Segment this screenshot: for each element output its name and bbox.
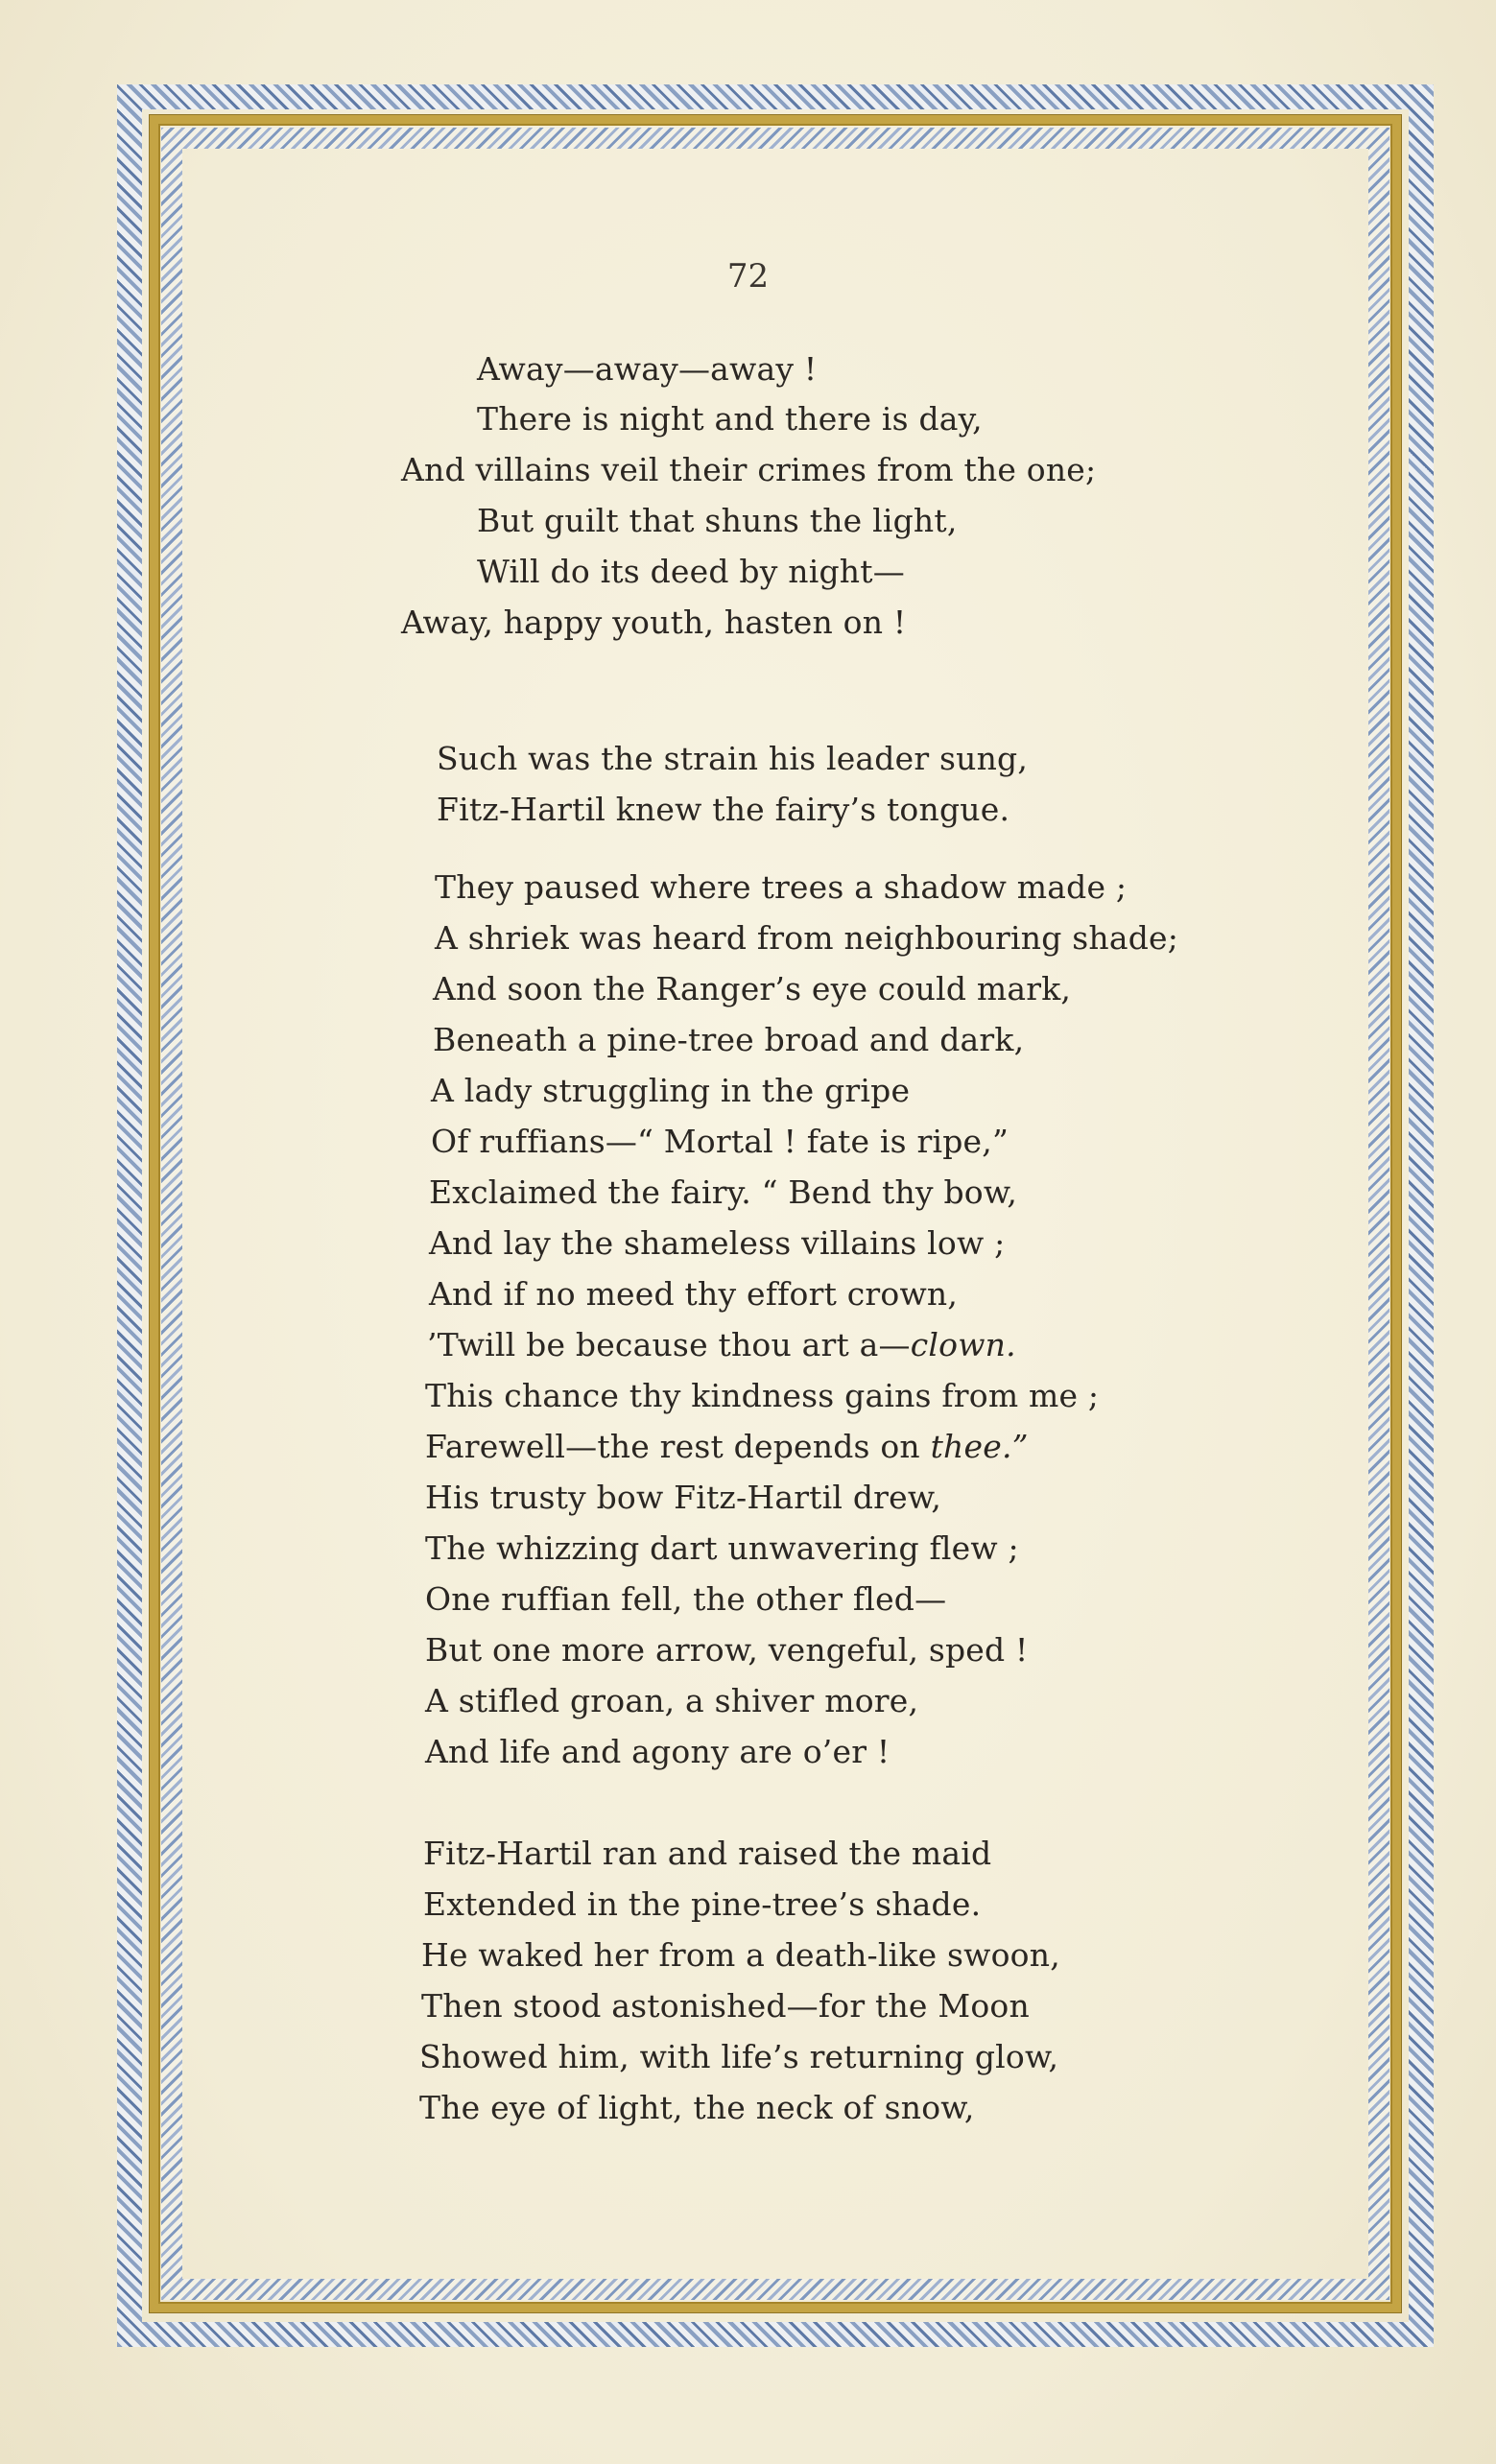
verse-line: And lay the shameless villains low ; <box>429 1224 1006 1262</box>
verse-line: Such was the strain his leader sung, <box>437 740 1029 777</box>
verse-line: Farewell—the rest depends on thee.” <box>425 1428 1029 1465</box>
verse-line: His trusty bow Fitz-Hartil drew, <box>425 1479 942 1516</box>
verse-line: A shriek was heard from neighbouring shade; <box>435 919 1179 957</box>
verse-line: The whizzing dart unwavering flew ; <box>425 1529 1019 1567</box>
verse-line: Will do its deed by night— <box>477 553 905 590</box>
verse-line: But one more arrow, vengeful, sped ! <box>425 1631 1029 1669</box>
verse-line: Showed him, with life’s returning glow, <box>419 2038 1059 2075</box>
verse-line: He waked her from a death-like swoon, <box>421 1936 1060 1974</box>
verse-line: But guilt that shuns the light, <box>477 502 958 539</box>
verse-line: Fitz-Hartil knew the fairy’s tongue. <box>437 791 1010 828</box>
verse-line: ’Twill be because thou art a—clown. <box>427 1326 1016 1363</box>
verse-line: Of ruffians—“ Mortal ! fate is ripe,” <box>431 1123 1009 1160</box>
verse-line: Away—away—away ! <box>477 350 818 388</box>
verse-line: A stifled groan, a shiver more, <box>425 1682 919 1719</box>
verse-line: This chance thy kindness gains from me ; <box>425 1377 1100 1414</box>
verse-line: A lady struggling in the gripe <box>431 1072 911 1109</box>
verse-line: Extended in the pine-tree’s shade. <box>423 1885 982 1923</box>
verse-line: And if no meed thy effort crown, <box>429 1275 959 1313</box>
verse-line: And soon the Ranger’s eye could mark, <box>433 970 1072 1007</box>
verse-line: Then stood astonished—for the Moon <box>421 1987 1030 2025</box>
verse-line: And villains veil their crimes from the one; <box>401 451 1097 488</box>
verse-line: And life and agony are o’er ! <box>425 1733 890 1770</box>
verse-line: There is night and there is day, <box>477 400 983 438</box>
verse-line: One ruffian fell, the other fled— <box>425 1580 947 1618</box>
verse-line: Exclaimed the fairy. “ Bend thy bow, <box>429 1173 1018 1211</box>
verse-line: Fitz-Hartil ran and raised the maid <box>423 1835 992 1872</box>
italic-word: clown. <box>910 1326 1016 1363</box>
verse-line: Beneath a pine-tree broad and dark, <box>433 1021 1025 1058</box>
page-number: 72 <box>726 257 770 296</box>
verse-line: They paused where trees a shadow made ; <box>435 868 1128 906</box>
italic-word: thee.” <box>930 1428 1029 1465</box>
verse-line: The eye of light, the neck of snow, <box>419 2089 975 2126</box>
verse-line: Away, happy youth, hasten on ! <box>401 604 907 641</box>
